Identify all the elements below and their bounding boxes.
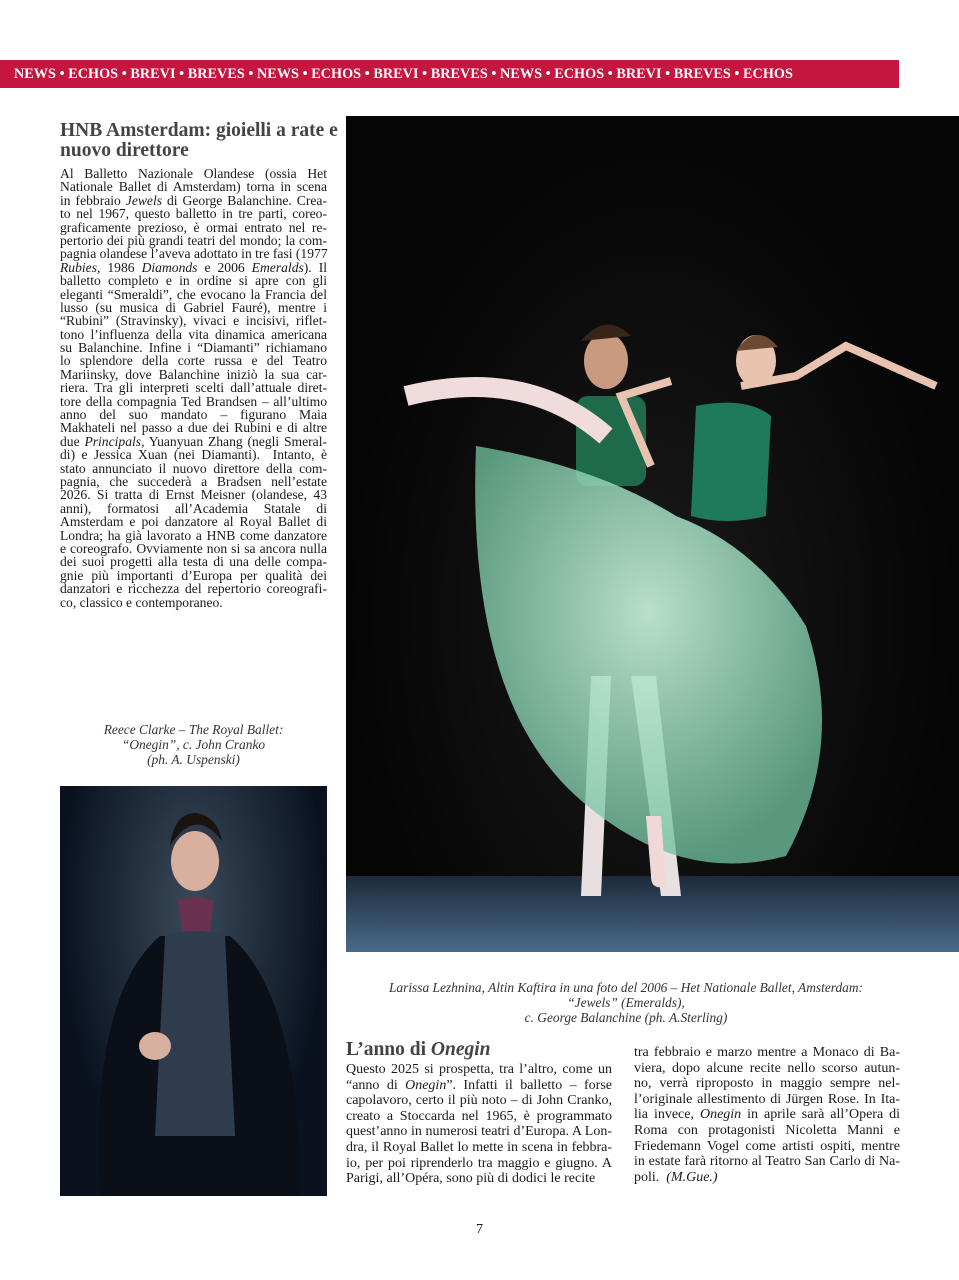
text-line [60, 435, 327, 448]
italic-text: Principals, [84, 433, 145, 449]
text-line [60, 395, 327, 408]
text: danzatori e ricchezza del repertorio coreografi- [60, 581, 327, 597]
text-line [60, 234, 327, 247]
text-line [60, 596, 327, 609]
caption-line: “Jewels” (Emeralds), [567, 995, 685, 1010]
text: graficamente prezioso, è ormai entrato nel re- [60, 219, 327, 235]
text-line [60, 381, 327, 394]
text-line [60, 421, 327, 434]
text: tono l’influenza della vita dinamica americana [60, 326, 327, 342]
text-line [60, 274, 327, 287]
text-line [346, 1078, 612, 1094]
text: due [60, 433, 85, 449]
text: di) e Jessica Xuan (nei Diamanti). Intanto, è [60, 447, 327, 463]
text: e coreografo. Ovviamente non si sa ancora nulla [60, 540, 327, 556]
text: pagnia olandese l’aveva adottato in tre fasi (1977 [60, 246, 328, 262]
text-line [346, 1093, 612, 1109]
text-line [60, 247, 327, 260]
article-body [60, 167, 327, 609]
text-line [634, 1139, 900, 1155]
text: in aprile sarà all’Opera di [741, 1107, 901, 1123]
text: Nationale Ballet di Amsterdam) torna in scena [60, 179, 327, 195]
text-line [634, 1107, 900, 1123]
text: ). Il [303, 259, 327, 275]
text-line [60, 180, 327, 193]
text: Parigi, all’Opéra, sono più di dodici le recite [346, 1171, 596, 1187]
text-line [346, 1171, 612, 1187]
text-line [60, 475, 327, 488]
text: poli. [634, 1169, 667, 1185]
text: Amsterdam e poi danzatore al Royal Ballet di [60, 514, 327, 530]
text: ”. Infatti il balletto – forse [446, 1077, 612, 1093]
text: tore della compagnia Ted Brandsen – all’ultimo [60, 393, 327, 409]
text-line [60, 221, 327, 234]
text: anni), formatosi all’Academia Statale di [60, 500, 327, 516]
text-line [346, 1124, 612, 1140]
italic-text: Rubies [60, 259, 97, 275]
text-line [60, 515, 327, 528]
text: in febbraio [60, 192, 126, 208]
caption-line: (ph. A. Uspenski) [147, 752, 240, 767]
text-line [60, 555, 327, 568]
text: gnie più importanti d’Europa per qualità dei [60, 567, 327, 583]
text: Questo 2025 si prospetta, tra l’altro, come un [346, 1062, 612, 1077]
text: quest’anno in numerosi teatri d’Europa. A Lon- [346, 1124, 612, 1140]
text: Makhateli nel passo a due dei Rubini e di altre [60, 420, 327, 436]
text-line [60, 569, 327, 582]
text-line [60, 194, 327, 207]
article-body-left [346, 1062, 612, 1187]
text: pertorio dei più grandi teatri del mondo; la com- [60, 232, 327, 248]
text-line [346, 1109, 612, 1125]
italic-text: Onegin [699, 1107, 742, 1123]
text: balletto completo e in ordine si apre con gli [60, 273, 327, 289]
text: pagnia, che succederà a Bradsen nell’estate [60, 473, 327, 489]
text: lia invece, [634, 1107, 700, 1123]
text: Al Balletto Nazionale Olandese (ossia Het [60, 166, 327, 181]
text-line [60, 301, 327, 314]
text-line [60, 288, 327, 301]
text: “Rubini” (Stravinsky), vivaci e incisivi, riflet- [60, 313, 327, 329]
text-line [346, 1156, 612, 1172]
text: 2026. Si tratta di Ernst Meisner (olandese, 43 [60, 487, 327, 503]
italic-text: Jewels [125, 192, 163, 208]
ballet-photo-jewels [346, 116, 959, 952]
caption-line: Reece Clarke – The Royal Ballet: [103, 722, 284, 737]
text-line [634, 1045, 900, 1061]
section-banner: NEWS • ECHOS • BREVI • BREVES • NEWS • ECHOS • BREVI • BREVES • NEWS • ECHOS • BREVI • BREVES • ECHOS [0, 60, 899, 88]
text: anno del suo mandato – figurano Maia [60, 407, 327, 423]
text: co, classico e contemporaneo. [60, 594, 223, 610]
title-text: L’anno di [346, 1039, 431, 1060]
text-line [634, 1076, 900, 1092]
text: in estate farà ritorno al Teatro San Carlo di Na- [634, 1154, 900, 1170]
text-line [634, 1061, 900, 1077]
text-line [60, 314, 327, 327]
caption-line: “Onegin”, c. John Cranko [121, 737, 266, 752]
text: to nel 1967, questo balletto in tre parti, coreo- [60, 206, 327, 222]
article-title: HNB Amsterdam: gioielli a rate e nuovo direttore [60, 120, 338, 161]
text-line [634, 1170, 900, 1186]
text-line [60, 582, 327, 595]
italic-text: Emeralds [251, 259, 304, 275]
text: dra, il Royal Ballet lo mette in scena in febbra- [346, 1139, 612, 1155]
text-line [634, 1092, 900, 1108]
text: , 1986 [97, 259, 142, 275]
text-line [60, 529, 327, 542]
text-line [60, 354, 327, 367]
text: “anno di [346, 1077, 406, 1093]
ballet-photo-onegin [60, 786, 327, 1196]
text: dei suoi progetti alla testa di una delle compa- [60, 554, 327, 570]
text: di George Balanchine. Crea- [162, 192, 327, 208]
text: viera, dopo alcune recite nello scorso autun- [634, 1060, 900, 1076]
text: Friedemann Vogel come artisti ospiti, mentre [634, 1138, 900, 1154]
italic-text: (M.Gue.) [666, 1169, 718, 1185]
text: no, verrà riproposto in maggio sempre nel- [634, 1076, 900, 1092]
text-line [346, 1062, 612, 1078]
caption-line: c. George Balanchine (ph. A.Sterling) [524, 1010, 728, 1025]
text-line [60, 167, 327, 180]
text: stato annunciato il nuovo direttore della com- [60, 460, 327, 476]
text: Yuanyuan Zhang (negli Smeral- [144, 433, 328, 449]
text: capolavoro, certo il più noto – di John Cranko, [346, 1093, 612, 1109]
text-line [60, 368, 327, 381]
caption-line: Larissa Lezhnina, Altin Kaftira in una foto del 2006 – Het Nationale Ballet, Amsterdam: [388, 980, 863, 995]
text: creato a Stoccarda nel 1965, è programmato [346, 1108, 612, 1124]
text: Roma con protagonisti Nicoletta Manni e [634, 1122, 900, 1138]
text: eleganti “Smeraldi”, che evocano la Francia del [60, 286, 327, 302]
text-line [60, 502, 327, 515]
text-line [60, 341, 327, 354]
text-line [60, 261, 327, 274]
text-line [60, 542, 327, 555]
italic-text: Onegin [405, 1077, 447, 1093]
text-line [346, 1140, 612, 1156]
text: tra febbraio e marzo mentre a Monaco di Ba- [634, 1045, 900, 1060]
text-line [634, 1123, 900, 1139]
text: lo splendore della corte russa e del Teatro [60, 353, 327, 369]
text: io, per poi riprenderlo tra maggio e giugno. A [346, 1155, 612, 1171]
text: lusso (su musica di Gabriel Fauré), mentre i [60, 299, 327, 315]
text-line [60, 328, 327, 341]
text-line [634, 1154, 900, 1170]
page-number: 7 [476, 1222, 483, 1237]
text-line [60, 448, 327, 461]
text-line [60, 462, 327, 475]
photo-caption [346, 980, 906, 1025]
photo-caption [60, 722, 327, 767]
text: l’originale allestimento di Jürgen Rose. In Ita- [634, 1091, 900, 1107]
article-body-right [634, 1045, 900, 1185]
text-line [60, 488, 327, 501]
text: Mariinsky, dove Balanchine iniziò la sua car- [60, 366, 327, 382]
text: riera. Tra gli interpreti scelti dall’attuale diret- [60, 380, 327, 396]
text-line [60, 408, 327, 421]
title-italic: Onegin [430, 1039, 491, 1060]
italic-text: Diamonds [141, 259, 198, 275]
text: Londra; ha già lavorato a HNB come danzatore [60, 527, 327, 543]
text: e 2006 [197, 259, 252, 275]
text: su Balanchine. Infine i “Diamanti” richiamano [60, 340, 327, 356]
article-title [346, 1040, 491, 1060]
text-line [60, 207, 327, 220]
